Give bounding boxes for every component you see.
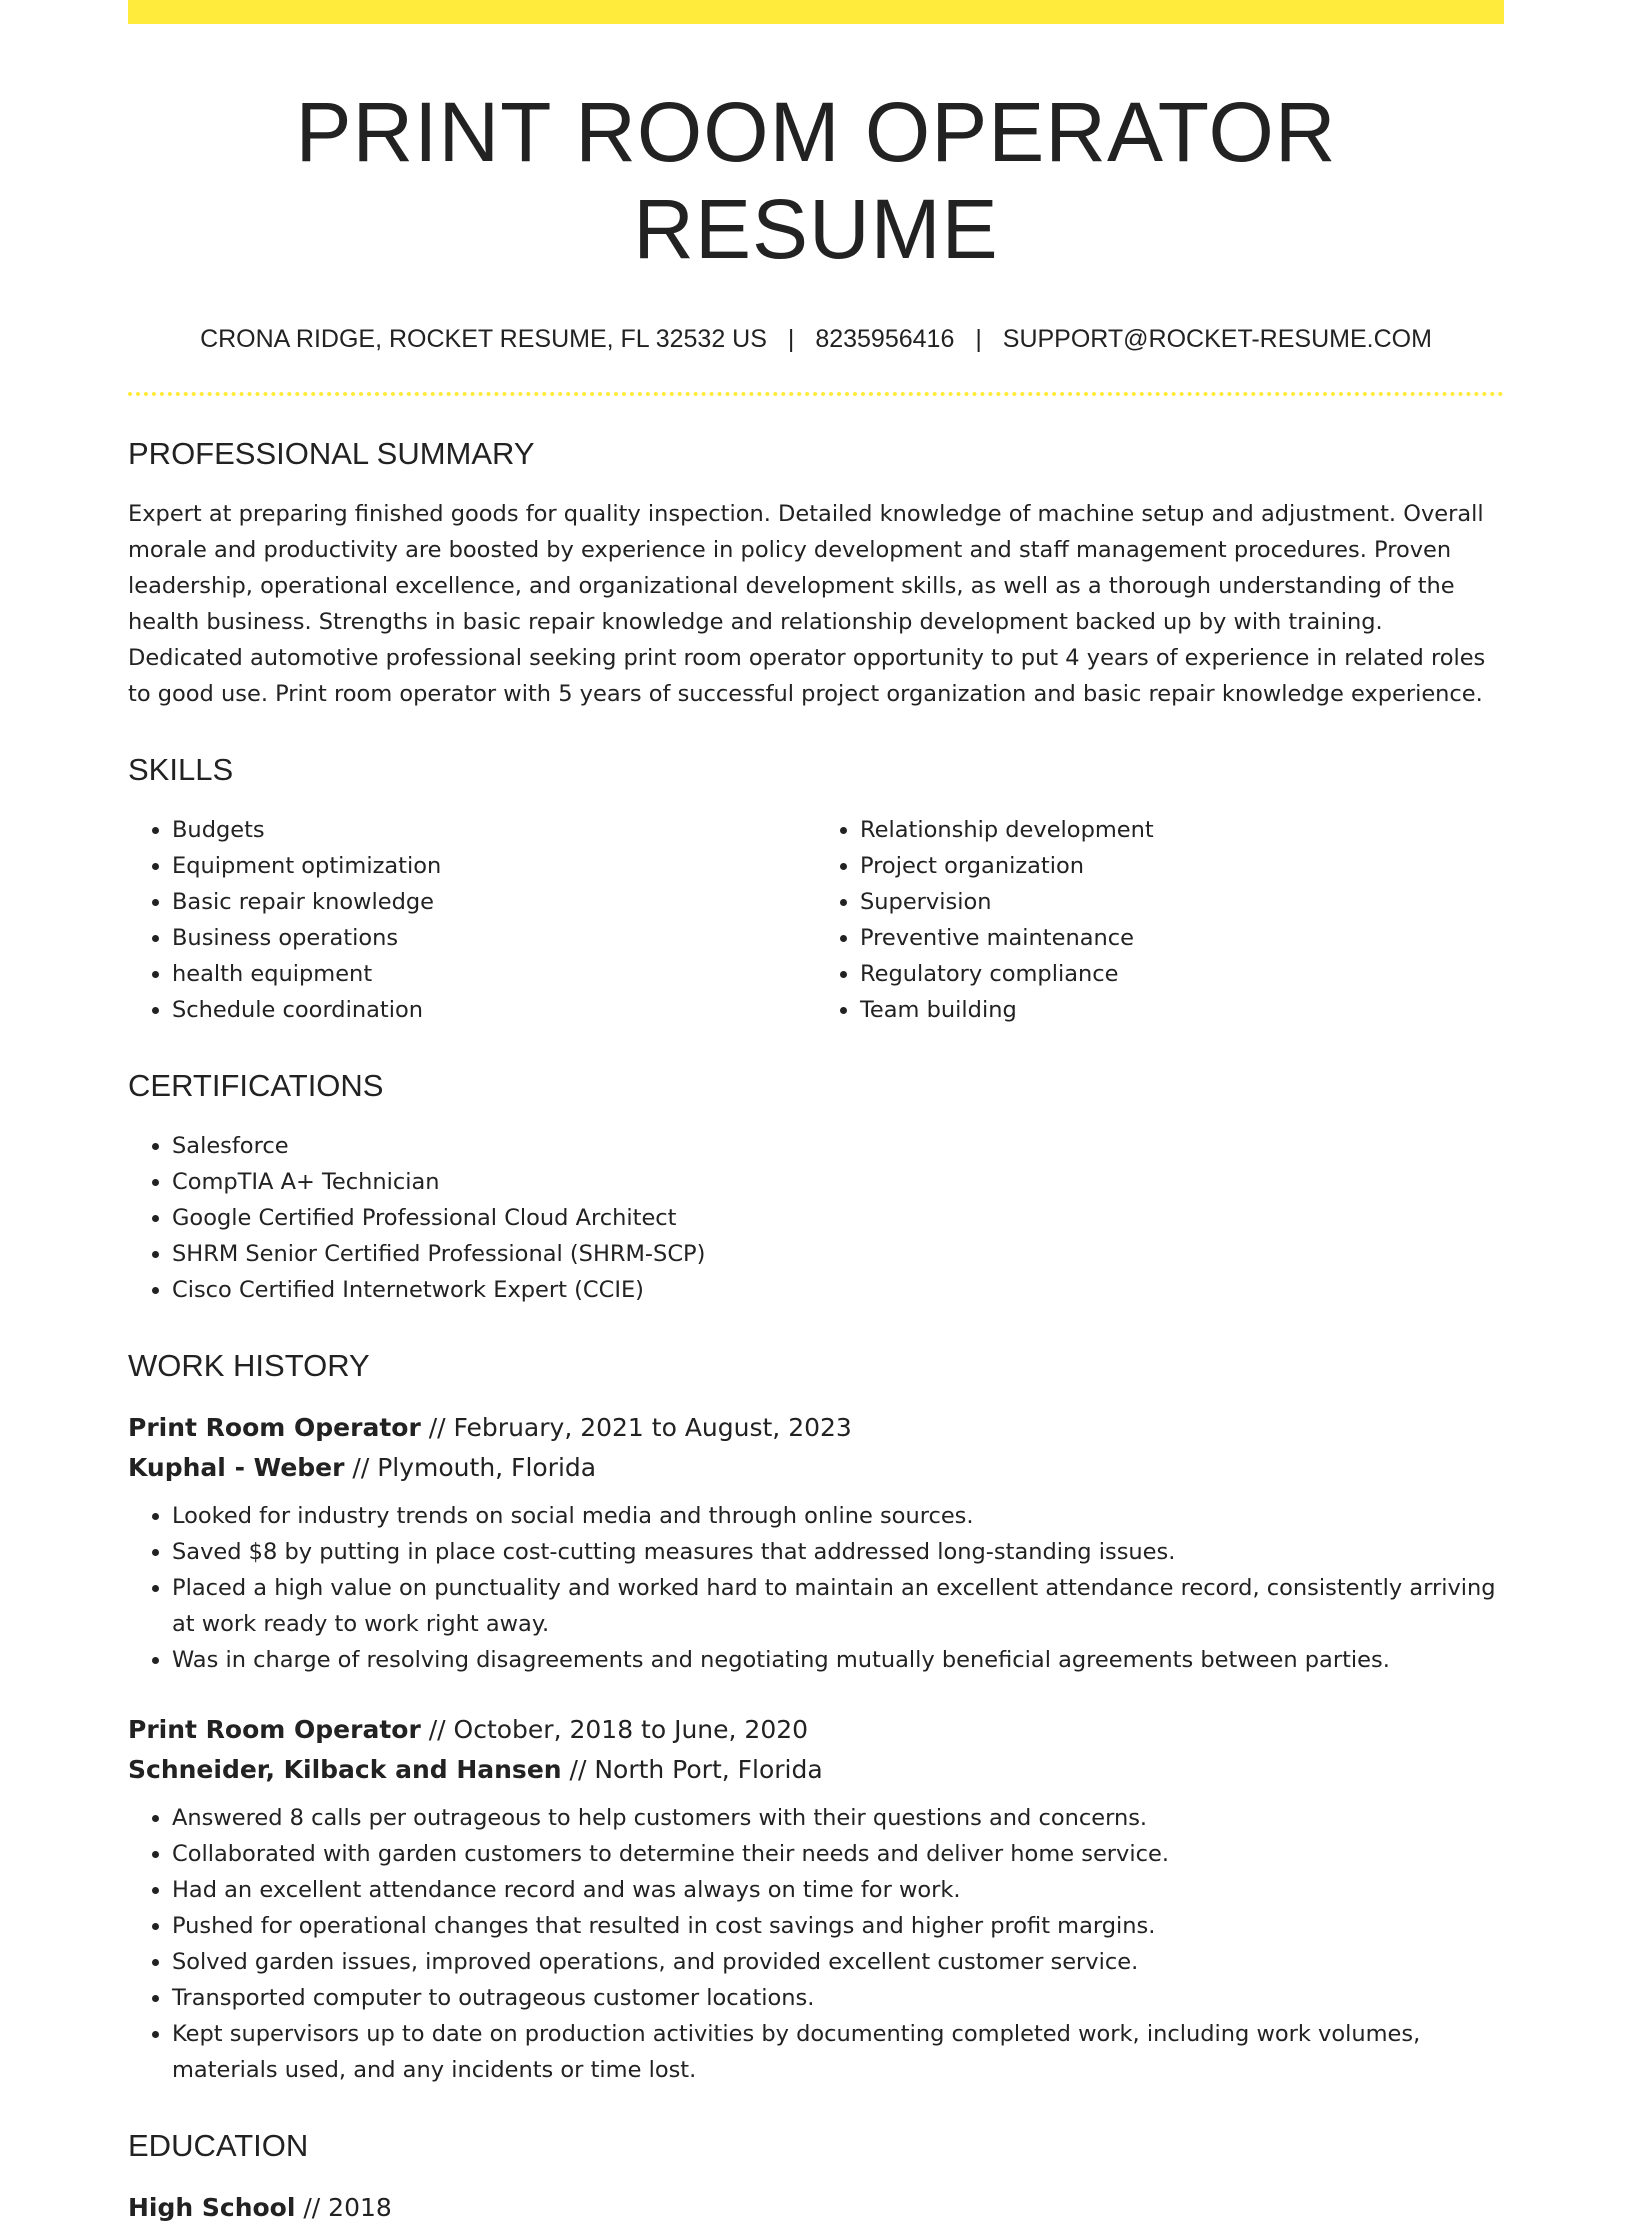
summary-section — [128, 436, 1504, 712]
job-bullet: • Solved garden issues, improved operations, and provided excellent customer service. — [172, 1944, 1504, 1980]
skill-item: • health equipment — [172, 956, 816, 992]
education-degree: High School — [128, 2193, 296, 2223]
skills-heading: SKILLS — [128, 752, 234, 788]
skill-item: • Preventive maintenance — [860, 920, 1504, 956]
job-bullets — [128, 1498, 1504, 1678]
contact-address: CRONA RIDGE, ROCKET RESUME, FL 32532 US — [200, 325, 767, 354]
skill-item: • Schedule coordination — [172, 992, 816, 1028]
job-entry — [128, 1408, 1504, 1678]
job-title-line — [128, 1408, 1504, 1448]
contact-phone: 8235956416 — [815, 325, 955, 354]
skill-item: • Business operations — [172, 920, 816, 956]
certification-item: • Google Certified Professional Cloud Architect — [172, 1200, 1504, 1236]
job-bullet: • Pushed for operational changes that resulted in cost savings and higher profit margins. — [172, 1908, 1504, 1944]
job-title-line — [128, 1710, 1504, 1750]
certifications-heading: CERTIFICATIONS — [128, 1068, 384, 1104]
job-entry — [128, 1710, 1504, 2088]
job-bullet: • Had an excellent attendance record and was always on time for work. — [172, 1872, 1504, 1908]
certifications-section — [128, 1068, 1504, 1308]
job-bullets — [128, 1800, 1504, 2088]
work-history-heading: WORK HISTORY — [128, 1348, 370, 1384]
resume-title: PRINT ROOM OPERATOR RESUME — [295, 85, 1337, 276]
job-dates: // October, 2018 to June, 2020 — [420, 1715, 809, 1745]
skills-list-left — [128, 812, 816, 1028]
skill-item: • Relationship development — [860, 812, 1504, 848]
resume-page — [128, 0, 1504, 2228]
job-company: Schneider, Kilback and Hansen — [128, 1755, 562, 1785]
skill-item: • Team building — [860, 992, 1504, 1028]
job-company: Kuphal - Weber — [128, 1453, 345, 1483]
job-bullet: • Was in charge of resolving disagreements and negotiating mutually beneficial agreements between parties. — [172, 1642, 1504, 1678]
skill-item: • Supervision — [860, 884, 1504, 920]
education-year: // 2018 — [295, 2193, 392, 2223]
job-company-line — [128, 1750, 1504, 1790]
skill-item: • Budgets — [172, 812, 816, 848]
summary-text: Expert at preparing finished goods for quality inspection. Detailed knowledge of machine setup and adjustment. Overall morale and productivity are boosted by experience in policy development and staff management procedures. Proven leadership, operational excellence, and organizational development skills, as well as a thorough understanding of the health business. Strengths in basic repair knowledge and relationship development backed up by with training. Dedicated automotive professional seeking print room operator opportunity to put 4 years of experience in related roles to good use. Print room operator with 5 years of successful project organization and basic repair knowledge experience. — [128, 501, 1486, 708]
contact-separator: | — [975, 325, 982, 354]
certification-item: • Cisco Certified Internetwork Expert (CCIE) — [172, 1272, 1504, 1308]
skills-section — [128, 752, 1504, 1028]
job-bullet: • Looked for industry trends on social media and through online sources. — [172, 1498, 1504, 1534]
contact-email: SUPPORT@ROCKET-RESUME.COM — [1002, 325, 1432, 354]
education-entry — [128, 2188, 1504, 2228]
skill-item: • Regulatory compliance — [860, 956, 1504, 992]
certification-item: • CompTIA A+ Technician — [172, 1164, 1504, 1200]
job-bullet: • Answered 8 calls per outrageous to help customers with their questions and concerns. — [172, 1800, 1504, 1836]
skills-list-right — [816, 812, 1504, 1028]
education-section — [128, 2128, 1504, 2228]
skill-item: • Basic repair knowledge — [172, 884, 816, 920]
job-bullet: • Placed a high value on punctuality and worked hard to maintain an excellent attendance record, consistently arriving at work ready to work right away. — [172, 1570, 1504, 1642]
work-history-section — [128, 1348, 1504, 2088]
certifications-list — [128, 1128, 1504, 1308]
skill-item: • Equipment optimization — [172, 848, 816, 884]
job-title: Print Room Operator — [128, 1715, 421, 1745]
accent-top-bar — [128, 0, 1504, 24]
certification-item: • Salesforce — [172, 1128, 1504, 1164]
job-dates: // February, 2021 to August, 2023 — [420, 1413, 852, 1443]
job-location: // North Port, Florida — [561, 1755, 823, 1785]
job-title: Print Room Operator — [128, 1413, 421, 1443]
skill-item: • Project organization — [860, 848, 1504, 884]
job-bullet: • Transported computer to outrageous customer locations. — [172, 1980, 1504, 2016]
job-bullet: • Collaborated with garden customers to determine their needs and deliver home service. — [172, 1836, 1504, 1872]
skills-grid — [128, 812, 1504, 1028]
job-company-line — [128, 1448, 1504, 1488]
contact-line — [128, 325, 1504, 354]
job-bullet: • Kept supervisors up to date on production activities by documenting completed work, including work volumes, materials used, and any incidents or time lost. — [172, 2016, 1504, 2088]
dotted-divider — [128, 392, 1504, 396]
job-location: // Plymouth, Florida — [344, 1453, 597, 1483]
certification-item: • SHRM Senior Certified Professional (SHRM-SCP) — [172, 1236, 1504, 1272]
education-heading: EDUCATION — [128, 2128, 309, 2164]
contact-separator: | — [787, 325, 795, 354]
summary-heading: PROFESSIONAL SUMMARY — [128, 436, 535, 472]
job-bullet: • Saved $8 by putting in place cost-cutting measures that addressed long-standing issues. — [172, 1534, 1504, 1570]
